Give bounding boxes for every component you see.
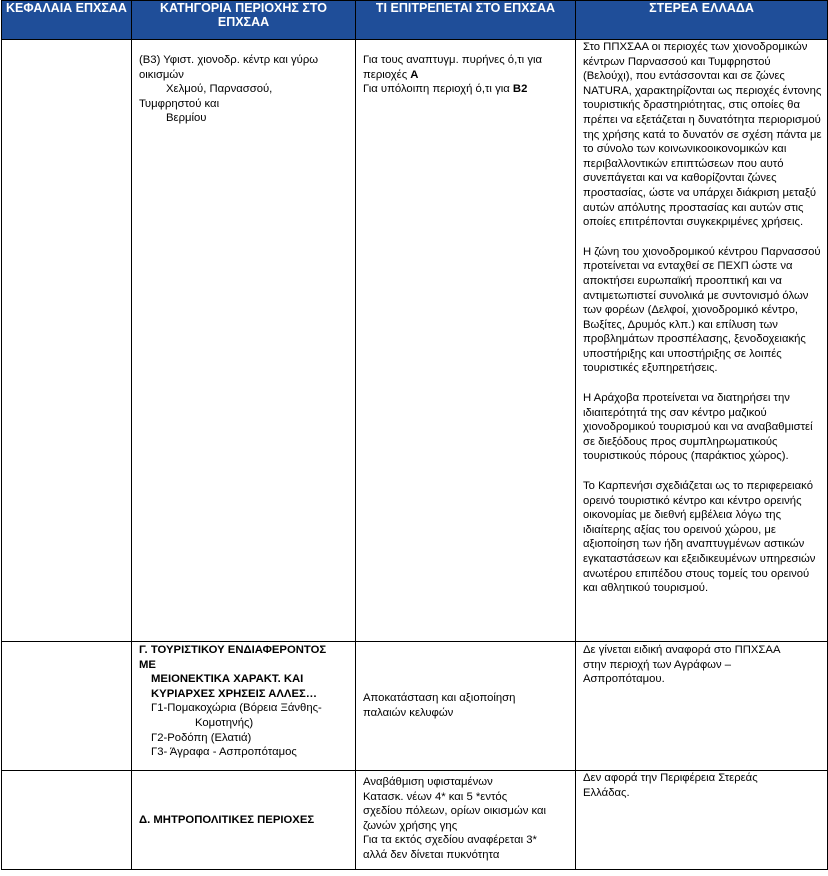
category-title: ΜΕΙΟΝΕΚΤΙΚΑ ΧΑΡΑΚΤ. ΚΑΙ [151,673,304,686]
allowed-line: Για τους αναπτυγμ. πυρήνες ό,τι για [363,54,543,66]
chapter-cell [2,40,132,642]
category-item: Γ2-Ροδόπη (Ελατιά) [151,731,252,744]
category-line: (Β3) Υφιστ. χιονοδρ. κέντρ και γύρω [139,54,319,66]
category-title: ΜΕ [139,658,156,671]
sterea-paragraph: Δεν αφορά την Περιφέρεια Στερεάς Ελλάδας. [583,772,758,799]
category-line: οικισμών [139,68,184,81]
allowed-line: σχεδίου πόλεων, ορίων οικισμών και [363,805,547,818]
category-item: Κομοτηνής) [195,716,254,729]
chapter-cell [2,771,132,870]
category-line: Βερμίου [166,112,207,125]
allowed-line: παλαιών κελυφών [363,707,454,719]
category-line: Χελμού, Παρνασσού, [166,83,273,96]
allowed-line: Για υπόλοιπη περιοχή ό,τι για Β2 [363,83,528,96]
sterea-cell [576,771,828,870]
table-row [2,771,828,870]
allowed-line: περιοχές Α [363,68,419,81]
allowed-line: Αναβάθμιση υφισταμένων [363,776,493,788]
allowed-cell [356,642,576,771]
category-cell [132,771,356,870]
allowed-cell [356,771,576,870]
sterea-paragraph: Στο ΠΠΧΣΑΑ οι περιοχές των χιονοδρομικών κέντρων Παρνασσού και Τυμφρηστού (Βελούχι), που εντάσσονται και σε ζώνες NATURA, χαρακτηρίζονται ως περιοχές έντονης τουριστικής δραστηριότητας, στις οποίες θα πρέπει να εξετάζεται η δυνατότητα περιορισμού της χρήσης κατά το δυνατόν σε σχέση πάντα με το σύνολο των κοινωνικοοικονομικών και περιβαλλοντικών επιπτώσεων που αυτό συνεπάγεται και να καθορίζονται ζώνες προστασίας, ώστε να υπάρχει διάκριση μεταξύ αυτών απόλυτης προστασίας και αυτών στις οποίες επιτρέπονται συγκεκριμένες χρήσεις. [583,41,822,229]
sterea-cell [576,40,828,642]
header-chapters: ΚΕΦΑΛΑΙΑ ΕΠΧΣΑΑ [2,1,132,40]
header-category: ΚΑΤΗΓΟΡΙΑ ΠΕΡΙΟΧΗΣ ΣΤΟ ΕΠΧΣΑΑ [132,1,356,40]
category-item: Γ3- Άγραφα - Ασπροπόταμος [151,746,297,759]
header-sterea-ellada: ΣΤΕΡΕΑ ΕΛΛΑΔΑ [576,1,828,40]
regional-planning-table [1,0,828,870]
category-line: Τυμφρηστού και [139,97,220,110]
allowed-line: Κατασκ. νέων 4* και 5 *εντός [363,790,508,803]
category-title: Δ. ΜΗΤΡΟΠΟΛΙΤΙΚΕΣ ΠΕΡΙΟΧΕΣ [139,813,315,826]
sterea-paragraph: Δε γίνεται ειδική αναφορά στο ΠΠΧΣΑΑ στην περιοχή των Αγράφων – Ασπροπόταμου. [583,644,780,686]
sterea-paragraph: Η Αράχοβα προτείνεται να διατηρήσει την ιδιαιτερότητά της σαν κέντρο μαζικού χιονοδρομικού τουρισμού και να αναβαθμιστεί σε διεξόδους προς συμπληρωματικούς τουριστικούς πόρους (παράκτιος χώρος). [583,392,813,463]
allowed-line: ζωνών χρήσης γης [363,819,458,832]
sterea-paragraph: Το Καρπενήσι σχεδιάζεται ως το περιφερειακό ορεινό τουριστικό κέντρο και κέντρο ορεινής οικονομίας με διεθνή εμβέλεια λόγω της ιδιαίτερης αξίας του ορεινού χώρου, με αξιοποίηση των ήδη αναπτυγμένων αστικών εγκαταστάσεων και εξειδικευμένων υπηρεσιών ανωτέρου επιπέδου στους τομείς του ορεινού και αθλητικού τουρισμού. [583,480,816,595]
sterea-cell [576,642,828,771]
category-cell [132,40,356,642]
allowed-line: Για τα εκτός σχεδίου αναφέρεται 3* [363,834,537,847]
table-row [2,40,828,642]
allowed-cell [356,40,576,642]
allowed-line: αλλά δεν δίνεται πυκνότητα [363,848,500,861]
sterea-paragraph: Η ζώνη του χιονοδρομικού κέντρου Παρνασσού προτείνεται να ενταχθεί σε ΠΕΧΠ ώστε να αποκτήσει ευρωπαϊκή προοπτική και να αντιμετωπιστεί συνολικά με συντονισμό όλων των φορέων (Δελφοί, χιονοδρομικό κέντρο, Βωξίτες, Δρυμός κλπ.) και επίλυση των προβλημάτων προσπέλασης, ξενοδοχειακής υποστήριξης και υποστήριξης σε λοιπές τουριστικές εξυπηρετήσεις. [583,245,821,375]
category-cell [132,642,356,771]
category-title: Γ. ΤΟΥΡΙΣΤΙΚΟΥ ΕΝΔΙΑΦΕΡΟΝΤΟΣ [139,644,327,656]
allowed-line: Αποκατάσταση και αξιοποίηση [363,692,516,705]
header-row [2,1,828,40]
header-allowed: ΤΙ ΕΠΙΤΡΕΠΕΤΑΙ ΣΤΟ ΕΠΧΣΑΑ [356,1,576,40]
table-row [2,642,828,771]
category-title: ΚΥΡΙΑΡΧΕΣ ΧΡΗΣΕΙΣ ΑΛΛΕΣ… [151,687,318,700]
chapter-cell [2,642,132,771]
category-item: Γ1-Πομακοχώρια (Βόρεια Ξάνθης- [151,702,322,715]
